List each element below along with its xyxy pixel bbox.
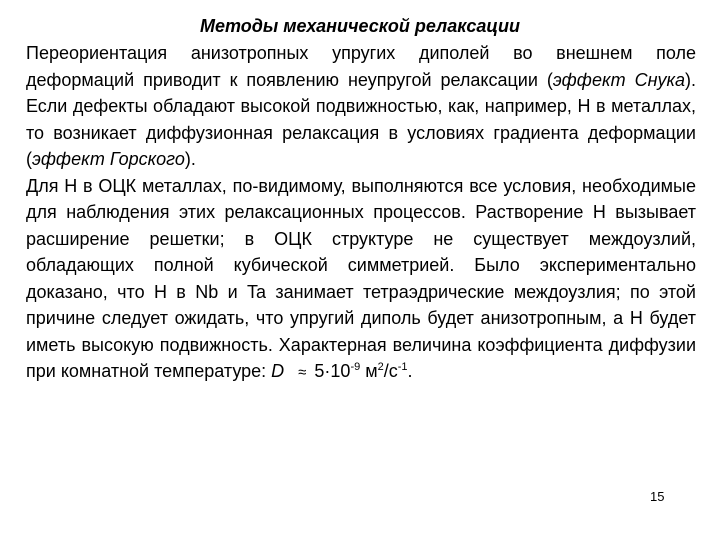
slide-title: Методы механической релаксации xyxy=(199,16,521,36)
unit-second: /с xyxy=(383,361,398,381)
unit-meter: м xyxy=(365,361,378,381)
slide-body xyxy=(26,40,696,387)
unit-meter-exponent: 2 xyxy=(377,361,384,373)
diffusion-exponent: -9 xyxy=(350,361,361,373)
snoek-effect-term: эффект Снука xyxy=(552,69,686,90)
p1-text-2: ). Если дефекты обладают высокой подвижностью, как, например, Н в металлах, то возникает диффузионная релаксация в условиях градиента деформации ( xyxy=(26,69,697,169)
paragraph-2 xyxy=(26,173,696,387)
paragraph-1 xyxy=(26,40,696,173)
p1-text-1: Переориентация анизотропных упругих диполей во внешнем поле деформаций приводит к появлению неупругой релаксации ( xyxy=(26,43,696,90)
p2-text: Для Н в ОЦК металлах, по-видимому, выполняются все условия, необходимые для наблюдения этих релаксационных процессов. Растворение Н вызывает расширение решетки; в ОЦК структуре не существует междоузлий, обладающих полной кубической симметрией. Было экспериментально доказано, что Н в Nb и Ta занимает тетраэдрические междоузлия; по этой причине следует ожидать, что упругий диполь будет анизотропным, а Н будет иметь высокую подвижность. Характерная величина коэффициента диффузии при комнатной температуре: xyxy=(26,175,696,381)
diffusion-value: 5·10 xyxy=(314,361,351,381)
p2-end: . xyxy=(407,361,413,381)
p1-text-3: ). xyxy=(184,149,196,169)
approx-symbol: ≈ xyxy=(298,364,307,381)
page-number: 15 xyxy=(650,489,665,504)
diffusion-coefficient-symbol: D xyxy=(271,361,285,381)
unit-second-exponent: -1 xyxy=(397,361,408,373)
gorsky-effect-term: эффект Горского xyxy=(32,149,185,169)
